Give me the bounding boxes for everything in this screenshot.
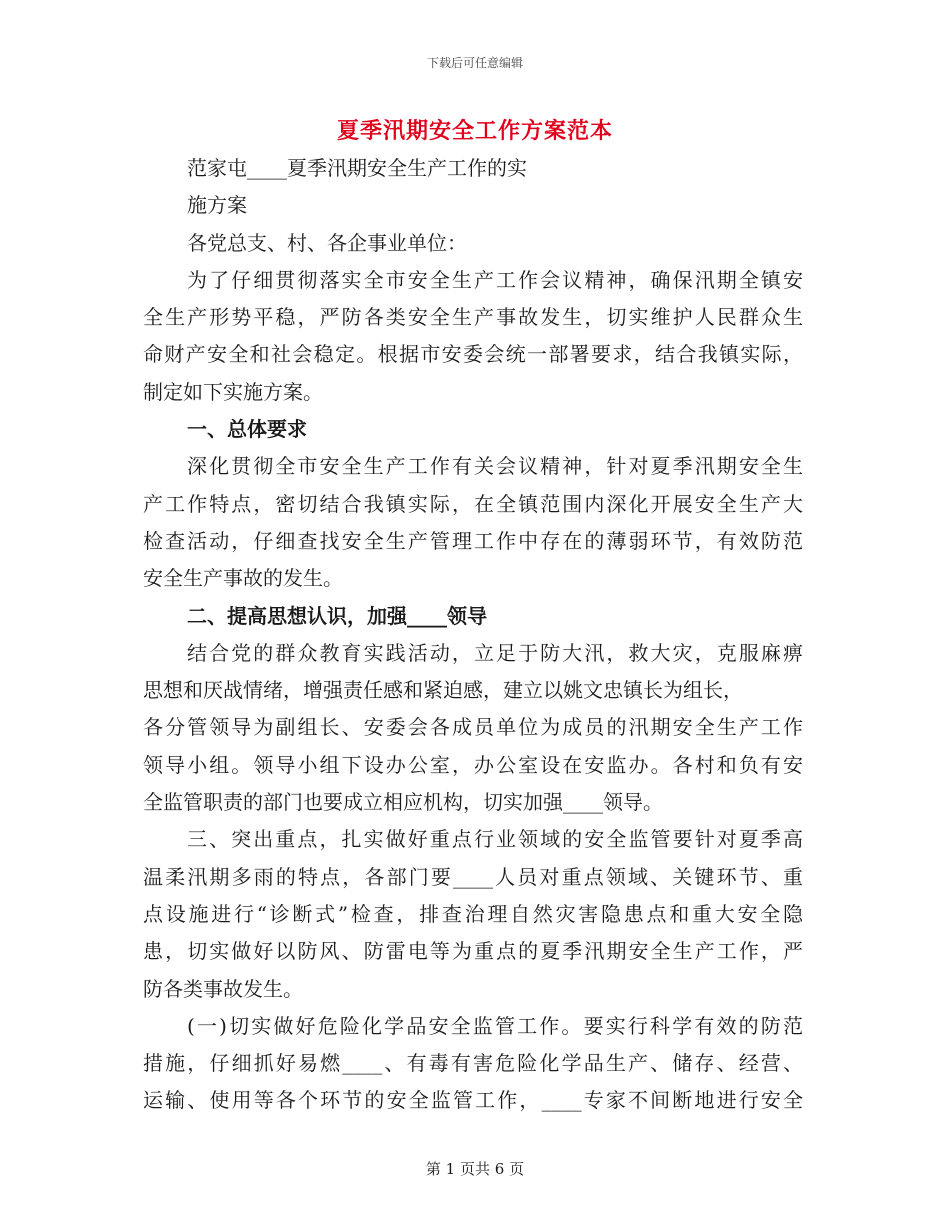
section-heading-1: 一、总体要求: [187, 417, 307, 442]
paragraph-line: 领导小组。领导小组下设办公室，办公室设在安监办。各村和负有安: [143, 752, 803, 777]
paragraph-line: 产工作特点，密切结合我镇实际，在全镇范围内深化开展安全生产大: [143, 491, 803, 516]
paragraph-line: 措施，仔细抓好易燃____、有毒有害危险化学品生产、储存、经营、: [143, 1051, 803, 1076]
download-note: 下载后可任意编辑: [426, 56, 523, 70]
document-title: 夏季汛期安全工作方案范本: [336, 118, 613, 144]
paragraph-line: 温柔汛期多雨的特点，各部门要____人员对重点领域、关键环节、重: [143, 864, 803, 889]
paragraph-line: 安全生产事故的发生。: [143, 566, 343, 591]
document-body: [143, 150, 803, 1120]
paragraph-line: 为了仔细贯彻落实全市安全生产工作会议精神，确保汛期全镇安: [187, 267, 803, 292]
paragraph-line: 点设施进行“诊断式”检查，排查治理自然灾害隐患点和重大安全隐: [143, 901, 803, 926]
subtitle-line-1: 范家屯____夏季汛期安全生产工作的实: [187, 156, 527, 180]
paragraph-line: 深化贯彻全市安全生产工作有关会议精神，针对夏季汛期安全生: [187, 454, 803, 479]
section-heading-2: 二、提高思想认识，加强____领导: [187, 603, 487, 628]
subtitle-line-2: 施方案: [187, 193, 247, 218]
paragraph-line: 结合党的群众教育实践活动，立足于防大汛，救大灾，克服麻痹: [187, 640, 803, 665]
paragraph-line: 思想和厌战情绪，增强责任感和紧迫感，建立以姚文忠镇长为组长，: [143, 678, 743, 703]
paragraph-line: 检查活动，仔细查找安全生产管理工作中存在的薄弱环节，有效防范: [143, 528, 803, 553]
paragraph-line: 各分管领导为副组长、安委会各成员单位为成员的汛期安全生产工作: [143, 715, 803, 740]
paragraph-line: 患，切实做好以防风、防雷电等为重点的夏季汛期安全生产工作，严: [143, 939, 803, 964]
paragraph-line: 制定如下实施方案。: [143, 379, 323, 404]
paragraph-line: 防各类事故发生。: [143, 976, 303, 1001]
paragraph-line: 全监管职责的部门也要成立相应机构，切实加强____领导。: [143, 790, 663, 815]
salutation: 各党总支、村、各企事业单位：: [187, 230, 467, 255]
paragraph-line: 运输、使用等各个环节的安全监管工作，____专家不间断地进行安全: [143, 1088, 803, 1113]
paragraph-line: 命财产安全和社会稳定。根据市安委会统一部署要求，结合我镇实际，: [143, 342, 803, 367]
paragraph-line: 全生产形势平稳，严防各类安全生产事故发生，切实维护人民群众生: [143, 305, 803, 330]
section-heading-3: 三、突出重点，扎实做好重点行业领域的安全监管要针对夏季高: [187, 827, 803, 852]
page-number: 第 1 页共 6 页: [425, 1160, 525, 1178]
subsection-line: (一)切实做好危险化学品安全监管工作。要实行科学有效的防范: [187, 1013, 803, 1038]
